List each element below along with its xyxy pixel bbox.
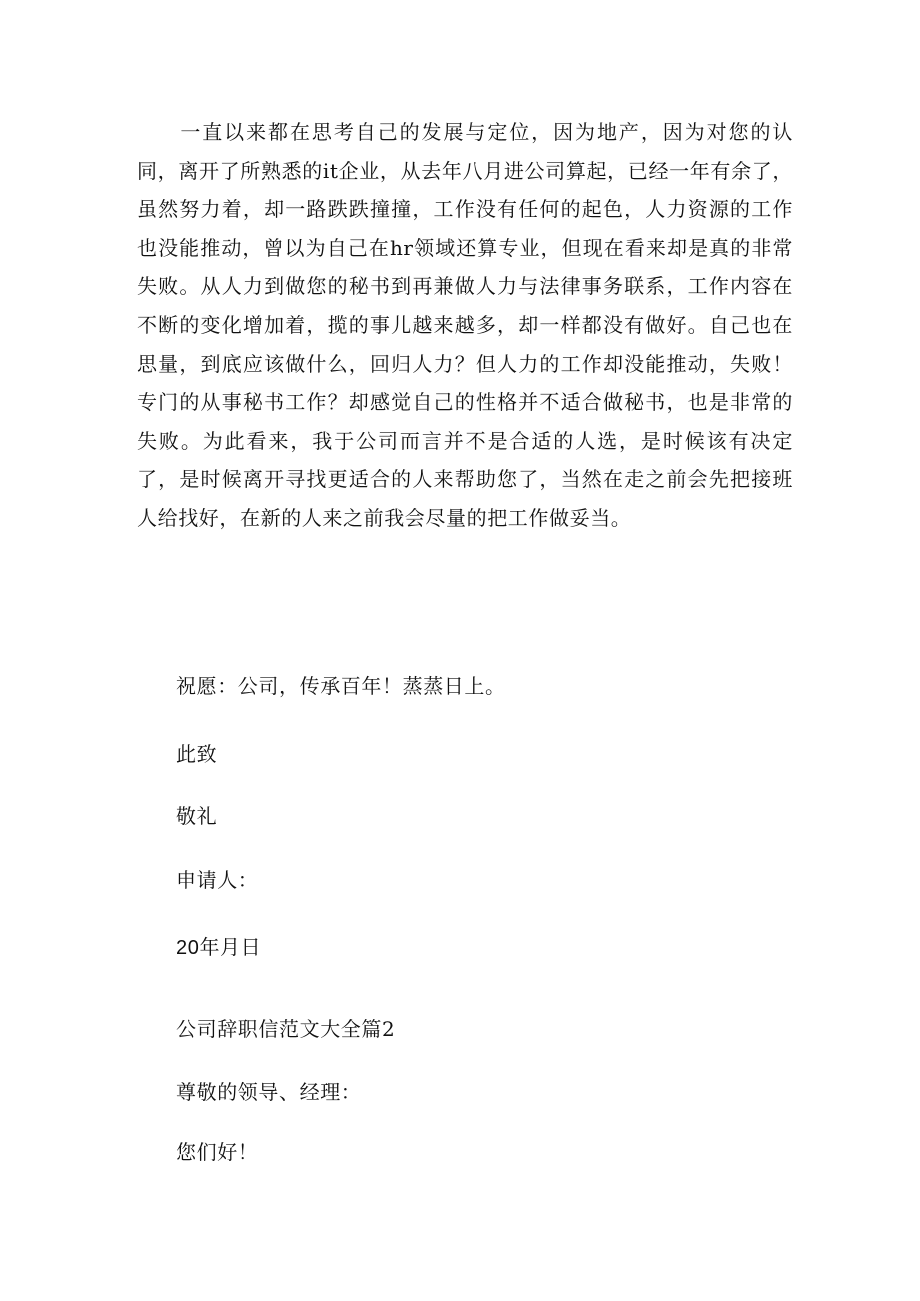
greeting-line: 您们好！: [176, 1140, 259, 1164]
wish-line: 祝愿：公司，传承百年！蒸蒸日上。: [176, 674, 506, 698]
applicant-label: 申请人：: [176, 868, 259, 892]
salutation-line: 尊敬的领导、经理：: [176, 1080, 362, 1104]
closing-line-2: 敬礼: [176, 804, 218, 828]
date-line: 20年月日: [176, 937, 262, 959]
letter-body-text: 一直以来都在思考自己的发展与定位，因为地产，因为对您的认同，离开了所熟悉的it企业，从去年八月进公司算起，已经一年有余了，虽然努力着，却一路跌跌撞撞，工作没有任何的起色，人力资源的工作也没能推动，曾以为自己在hr领域还算专业，但现在看来却是真的非常失败。从人力到做您的秘书到再兼做人力与法律事务联系，工作内容在不断的变化增加着，揽的事儿越来越多，却一样都没有做好。自己也在思量，到底应该做什么，回归人力？但人力的工作却没能推动，失败！专门的从事秘书工作？却感觉自己的性格并不适合做秘书，也是非常的失败。为此看来，我于公司而言并不是合适的人选，是时候该有决定了，是时候离开寻找更适合的人来帮助您了，当然在走之前会先把接班人给找好，在新的人来之前我会尽量的把工作做妥当。: [137, 120, 793, 530]
section-title: 公司辞职信范文大全篇2: [176, 1017, 396, 1041]
closing-line-1: 此致: [176, 742, 218, 766]
letter-body-paragraph: [137, 113, 793, 538]
